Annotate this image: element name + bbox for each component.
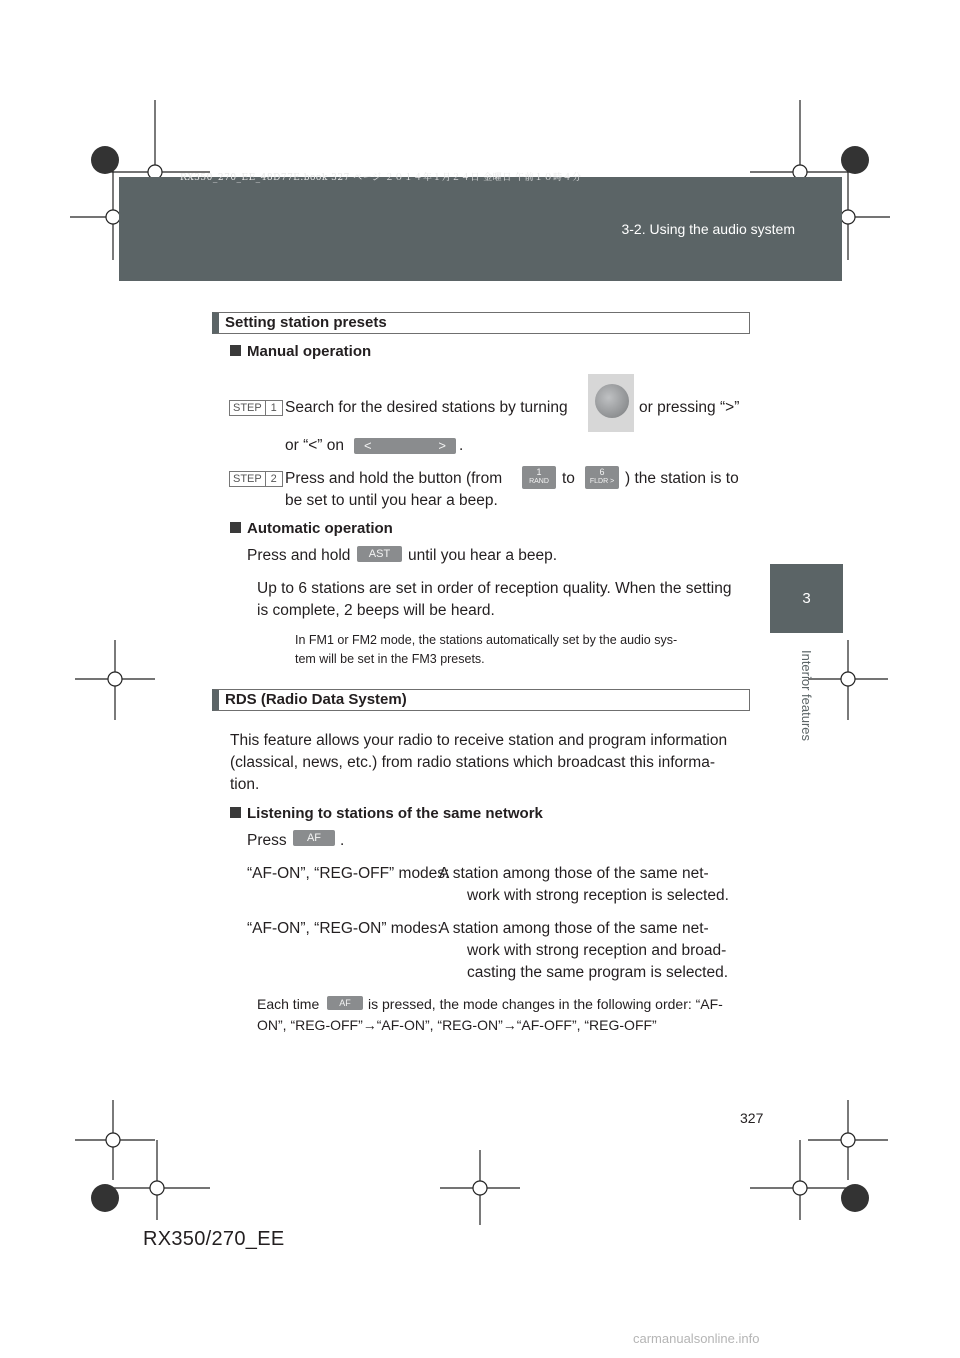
mode1-text-1: A station among those of the same net- xyxy=(439,865,709,882)
mode1-text-2: work with strong reception is selected. xyxy=(467,887,729,904)
step-1-text-d: . xyxy=(459,437,464,454)
step-1-text-c: or “<” on xyxy=(285,437,345,454)
rds-intro-line-3: tion. xyxy=(230,776,260,793)
auto-note-line-1: Up to 6 stations are set in order of reception quality. When the setting xyxy=(257,580,732,597)
mode1-label: “AF-ON”, “REG-OFF” modes: xyxy=(247,865,450,882)
each-text-a: Each time xyxy=(257,996,320,1012)
preset-1-button-icon: 1 RAND xyxy=(522,466,556,489)
model-code: RX350/270_EE xyxy=(143,1228,285,1250)
mode2-text-3: casting the same program is selected. xyxy=(467,964,729,981)
subheading-manual: Manual operation xyxy=(230,343,371,360)
press-text: Press xyxy=(247,832,287,849)
press-period: . xyxy=(340,832,345,849)
mode2-label: “AF-ON”, “REG-ON” modes: xyxy=(247,920,442,937)
fm-note-line-1: In FM1 or FM2 mode, the stations automatically set by the audio sys- xyxy=(295,633,678,647)
subheading-network: Listening to stations of the same network xyxy=(230,805,543,822)
page-number: 327 xyxy=(740,1110,764,1126)
auto-note-line-2: is complete, 2 beeps will be heard. xyxy=(257,602,495,619)
preset-6-button-icon: 6 FLDR > xyxy=(585,466,619,489)
step-2-text-a: Press and hold the button (from xyxy=(285,470,503,487)
section-title: 3-2. Using the audio system xyxy=(621,221,795,237)
ast-button-icon: AST xyxy=(357,546,402,562)
section-heading-presets: Setting station presets xyxy=(212,312,750,334)
seek-button-icon: < > xyxy=(354,438,456,454)
tune-knob-icon xyxy=(588,374,634,432)
each-text-c: ON”, “REG-OFF”→“AF-ON”, “REG-ON”→“AF-OFF”, “REG-OFF” xyxy=(257,1017,657,1033)
step-1-text-b: or pressing “>” xyxy=(639,399,740,416)
rds-intro-line-2: (classical, news, etc.) from radio stations which broadcast this informa- xyxy=(230,754,715,771)
step-2-badge: STEP 2 xyxy=(229,471,283,487)
auto-text-a: Press and hold xyxy=(247,547,351,564)
step-1-badge: STEP 1 xyxy=(229,400,283,416)
mode2-text-2: work with strong reception and broad- xyxy=(467,942,727,959)
square-bullet-icon xyxy=(230,807,241,818)
chapter-tab-number: 3 xyxy=(770,564,843,633)
watermark: carmanualsonline.info xyxy=(633,1331,760,1346)
print-info: RX350_270_EE_48D77E.book 327 ページ ２０１４年１月２４日 金曜日 午前１０時４分 xyxy=(180,173,582,183)
each-text-b: is pressed, the mode changes in the following order: “AF- xyxy=(368,996,723,1012)
chapter-tab-label: Interior features xyxy=(799,649,815,741)
step-2-text-d: be set to until you hear a beep. xyxy=(285,492,498,509)
auto-text-b: until you hear a beep. xyxy=(408,547,558,564)
fm-note-line-2: tem will be set in the FM3 presets. xyxy=(295,652,485,666)
mode2-text-1: A station among those of the same net- xyxy=(439,920,709,937)
af-button-small-icon: AF xyxy=(327,996,363,1010)
af-button-icon: AF xyxy=(293,830,335,846)
square-bullet-icon xyxy=(230,522,241,533)
step-1-text-a: Search for the desired stations by turning xyxy=(285,399,568,416)
section-heading-rds: RDS (Radio Data System) xyxy=(212,689,750,711)
square-bullet-icon xyxy=(230,345,241,356)
subheading-automatic: Automatic operation xyxy=(230,520,393,537)
rds-intro-line-1: This feature allows your radio to receive station and program information xyxy=(230,732,728,749)
step-2-text-b: to xyxy=(562,470,575,487)
step-2-text-c: ) the station is to xyxy=(625,470,739,487)
